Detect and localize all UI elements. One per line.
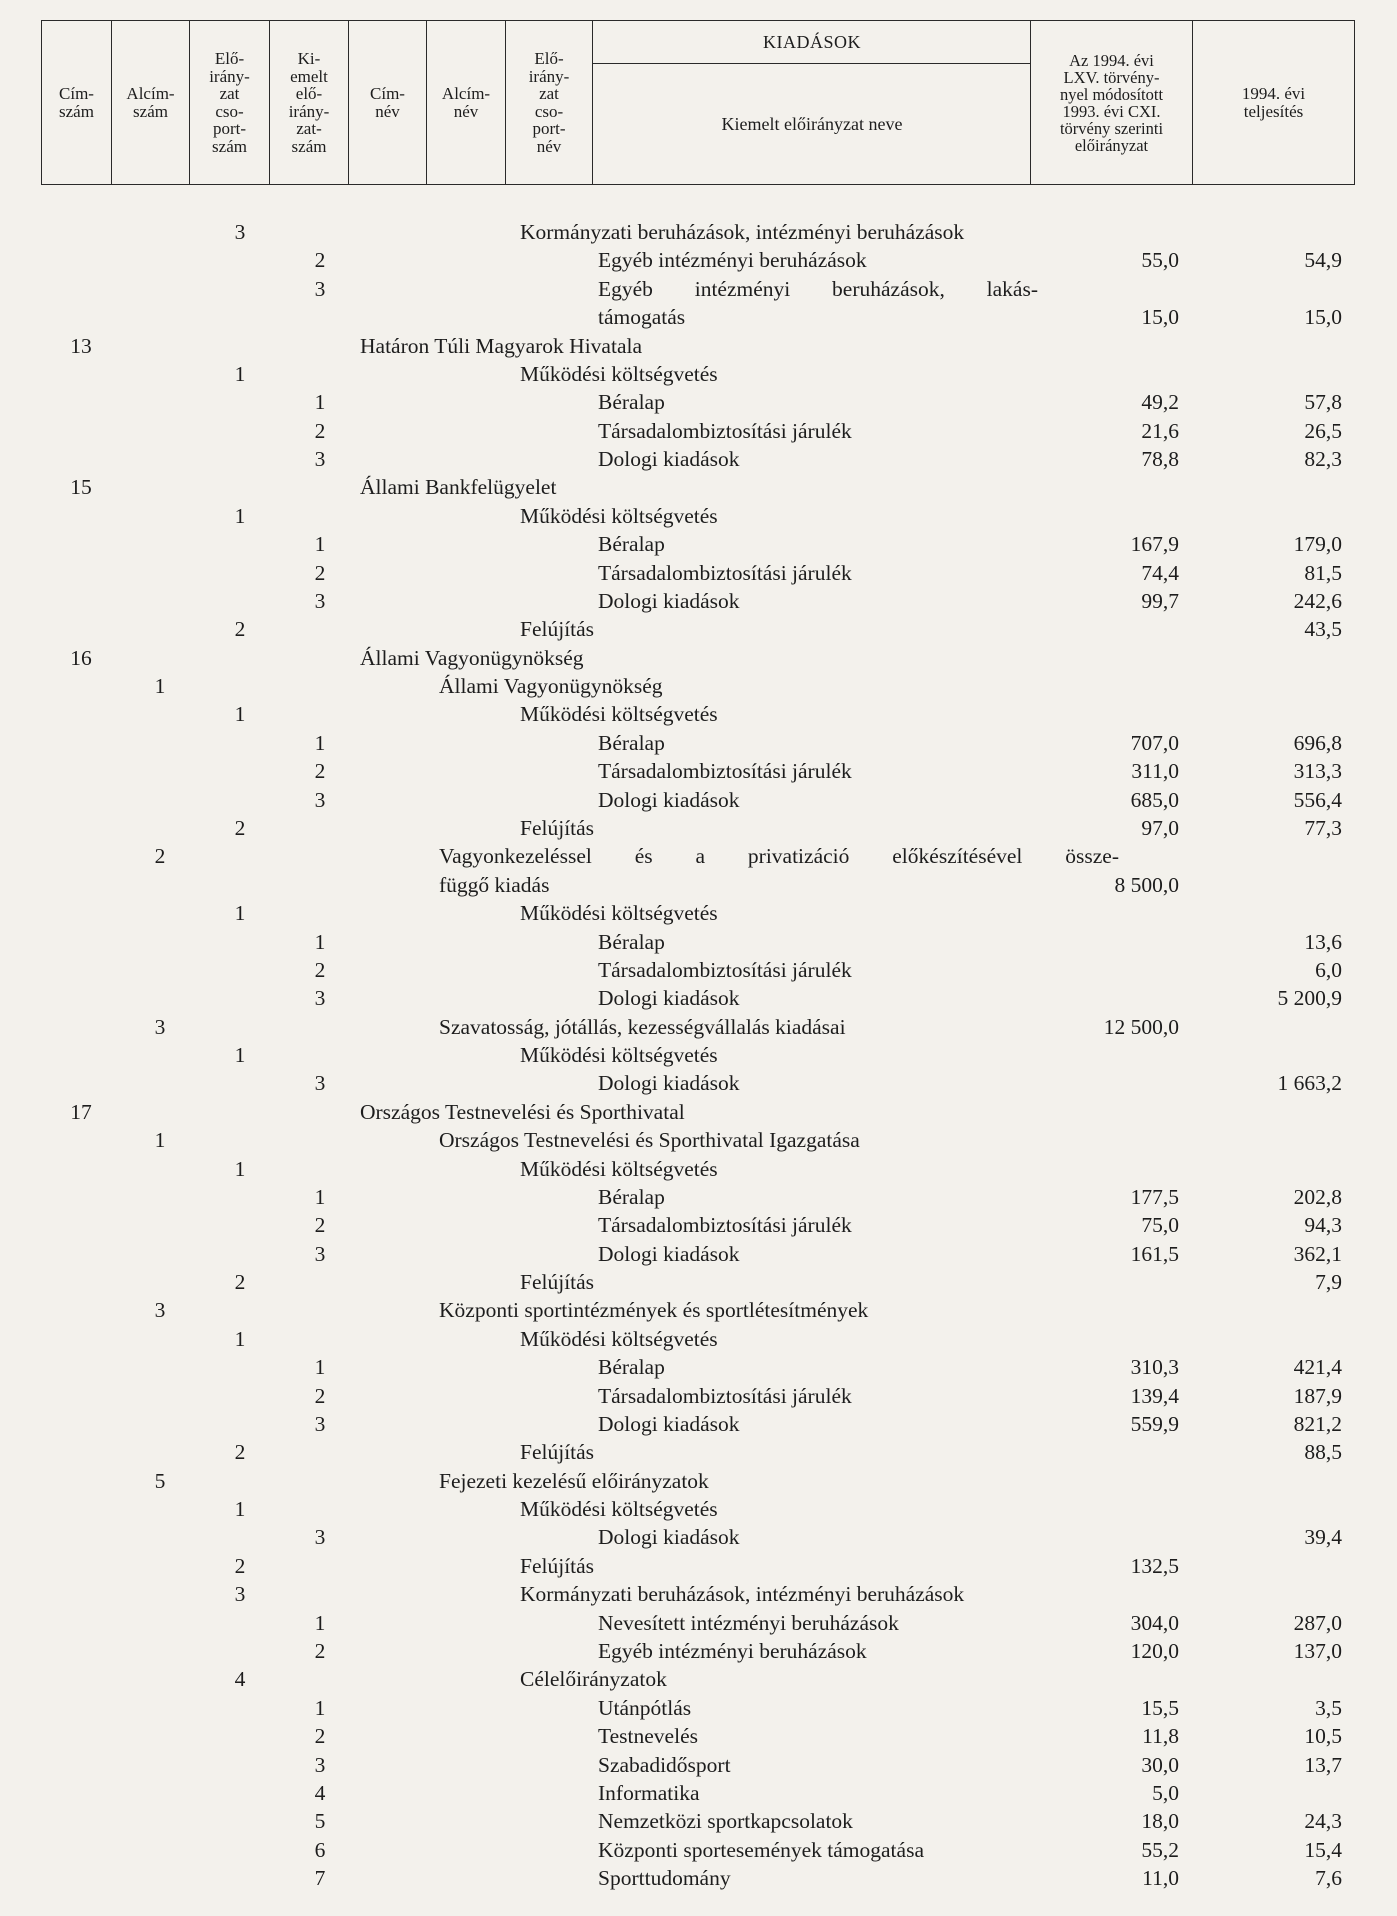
- row-name: Működési költségvetés: [520, 702, 718, 727]
- row-name: Felújítás: [520, 1553, 595, 1578]
- table-row: [0, 1325, 1397, 1353]
- row-name: Dologi kiadások: [598, 1071, 740, 1096]
- header-kiemelt-nev: Kiemelt előirányzat neve: [721, 113, 903, 134]
- row-eloiranyzat: 311,0: [1131, 759, 1179, 784]
- row-teljesites: 287,0: [1293, 1610, 1342, 1635]
- row-number: 3: [314, 276, 326, 301]
- row-name: Sporttudomány: [598, 1866, 731, 1891]
- row-eloiranyzat: 74,4: [1141, 560, 1179, 585]
- header-eloiranyzat: Az 1994. évi LXV. törvény- nyel módosított 1993. évi CXI. törvény szerinti előirányzat: [1031, 21, 1193, 184]
- row-number: 1: [234, 1497, 246, 1522]
- row-teljesites: 202,8: [1293, 1184, 1342, 1209]
- row-name: Működési költségvetés: [520, 361, 718, 386]
- table-row: [0, 644, 1397, 672]
- row-number: 4: [234, 1667, 246, 1692]
- row-teljesites: 82,3: [1304, 447, 1342, 472]
- row-name: Központi sportintézmények és sportlétesítmények: [439, 1298, 869, 1323]
- row-number: 1: [314, 1184, 326, 1209]
- table-row: [0, 1665, 1397, 1693]
- row-number: 2: [234, 1270, 246, 1295]
- row-number: 1: [234, 503, 246, 528]
- table-row: [0, 1438, 1397, 1466]
- row-eloiranyzat: 11,0: [1142, 1866, 1179, 1891]
- row-name: Működési költségvetés: [520, 901, 718, 926]
- table-row: [0, 1807, 1397, 1835]
- table-row: [0, 1041, 1397, 1069]
- row-name: Béralap: [598, 929, 665, 954]
- table-row: [0, 332, 1397, 360]
- row-teljesites: 43,5: [1304, 617, 1342, 642]
- row-name: Társadalombiztosítási járulék: [598, 560, 852, 585]
- row-name: Dologi kiadások: [598, 588, 740, 613]
- row-name: Testnevelés: [598, 1724, 698, 1749]
- row-name: Célelőirányzatok: [520, 1667, 667, 1692]
- row-teljesites: 94,3: [1304, 1213, 1342, 1238]
- table-row: [0, 1552, 1397, 1580]
- row-name: Béralap: [598, 730, 665, 755]
- table-row: [0, 700, 1397, 728]
- table-row: [0, 1637, 1397, 1665]
- row-number: 1: [234, 1326, 246, 1351]
- row-eloiranyzat: 12 500,0: [1103, 1014, 1179, 1039]
- table-row: [0, 587, 1397, 615]
- row-eloiranyzat: 685,0: [1130, 787, 1179, 812]
- table-row: [0, 1069, 1397, 1097]
- row-number: 1: [314, 1610, 326, 1635]
- table-row: [0, 1836, 1397, 1864]
- row-teljesites: 39,4: [1304, 1525, 1342, 1550]
- row-teljesites: 15,0: [1304, 305, 1342, 330]
- table-row: [0, 814, 1397, 842]
- row-name: Kormányzati beruházások, intézményi beruházások: [520, 1582, 965, 1607]
- row-number: 2: [314, 1639, 326, 1663]
- row-teljesites: 24,3: [1304, 1809, 1342, 1834]
- header-kiadasok: KIADÁSOK: [593, 21, 1031, 64]
- row-eloiranyzat: 8 500,0: [1114, 872, 1179, 897]
- row-name: Fejezeti kezelésű előirányzatok: [439, 1468, 709, 1493]
- row-name: Társadalombiztosítási járulék: [598, 418, 852, 443]
- row-name: Működési költségvetés: [520, 1326, 718, 1351]
- row-teljesites: 77,3: [1304, 815, 1342, 840]
- row-eloiranyzat: 177,5: [1130, 1184, 1179, 1209]
- row-eloiranyzat: 120,0: [1130, 1639, 1179, 1663]
- row-teljesites: 556,4: [1293, 787, 1342, 812]
- table-row: [0, 1751, 1397, 1779]
- row-eloiranyzat: 132,5: [1130, 1553, 1179, 1578]
- row-name: Működési költségvetés: [520, 1043, 718, 1068]
- row-number: 1: [234, 1043, 246, 1068]
- row-number: 15: [70, 475, 92, 500]
- row-teljesites: 5 200,9: [1277, 986, 1342, 1011]
- row-eloiranyzat: 167,9: [1130, 532, 1179, 557]
- row-name: Egyéb intézményi beruházások: [598, 248, 867, 273]
- row-name: Határon Túli Magyarok Hivatala: [360, 333, 642, 358]
- row-eloiranyzat: 30,0: [1141, 1752, 1179, 1777]
- row-name: Informatika: [598, 1780, 700, 1805]
- table-row: [0, 445, 1397, 473]
- row-number: 3: [154, 1014, 166, 1039]
- row-teljesites: 13,7: [1304, 1752, 1342, 1777]
- row-number: 3: [314, 1752, 326, 1777]
- row-number: 17: [70, 1099, 92, 1124]
- row-number: 1: [314, 1695, 326, 1720]
- row-number: 3: [234, 1582, 246, 1607]
- row-name: Országos Testnevelési és Sporthivatal Igazgatása: [439, 1128, 860, 1153]
- row-eloiranyzat: 78,8: [1141, 447, 1179, 472]
- table-row: [0, 1467, 1397, 1495]
- table-row: [0, 1211, 1397, 1239]
- table-row: [0, 275, 1397, 303]
- row-teljesites: 81,5: [1304, 560, 1342, 585]
- table-row: [0, 360, 1397, 388]
- row-name: Állami Vagyonügynökség: [360, 645, 584, 670]
- row-eloiranyzat: 99,7: [1141, 588, 1179, 613]
- table-row: [0, 928, 1397, 956]
- table-row: [0, 417, 1397, 445]
- row-teljesites: 242,6: [1293, 588, 1342, 613]
- table-row: [0, 984, 1397, 1012]
- row-number: 2: [234, 1440, 246, 1465]
- row-number: 2: [234, 815, 246, 840]
- row-name: Nemzetközi sportkapcsolatok: [598, 1809, 853, 1834]
- row-teljesites: 1 663,2: [1277, 1071, 1342, 1096]
- row-name: Dologi kiadások: [598, 787, 740, 812]
- row-teljesites: 137,0: [1293, 1639, 1342, 1663]
- row-name: Társadalombiztosítási járulék: [598, 1213, 852, 1238]
- row-teljesites: 15,4: [1304, 1837, 1342, 1862]
- table-row: [0, 1183, 1397, 1211]
- table-row: [0, 502, 1397, 530]
- row-number: 3: [314, 588, 326, 613]
- table-row: [0, 1410, 1397, 1438]
- row-name: Dologi kiadások: [598, 447, 740, 472]
- row-teljesites: 421,4: [1293, 1355, 1342, 1380]
- row-number: 6: [314, 1837, 326, 1862]
- row-number: 1: [154, 1128, 166, 1153]
- row-number: 2: [234, 617, 246, 642]
- row-number: 3: [314, 787, 326, 812]
- table-row: [0, 1722, 1397, 1750]
- table-row: [0, 956, 1397, 984]
- row-eloiranyzat: 5,0: [1152, 1780, 1179, 1805]
- header-eloiranyzat-csoport-szam: Elő- irány- zat cso- port- szám: [190, 21, 270, 184]
- row-number: 2: [154, 844, 166, 869]
- row-number: 1: [314, 929, 326, 954]
- table-row: [0, 1296, 1397, 1324]
- row-eloiranyzat: 15,0: [1141, 305, 1179, 330]
- table-row: [0, 303, 1397, 331]
- row-number: 3: [314, 447, 326, 472]
- row-number: 1: [154, 674, 166, 699]
- row-name: Országos Testnevelési és Sporthivatal: [360, 1099, 685, 1124]
- table-row: [0, 1864, 1397, 1892]
- row-teljesites: 179,0: [1293, 532, 1342, 557]
- row-name: Nevesített intézményi beruházások: [598, 1610, 899, 1635]
- row-number: 1: [314, 1355, 326, 1380]
- table-row: [0, 1240, 1397, 1268]
- table-row: [0, 218, 1397, 246]
- table-row: [0, 1694, 1397, 1722]
- row-eloiranyzat: 18,0: [1141, 1809, 1179, 1834]
- row-name: Felújítás: [520, 1440, 595, 1465]
- table-header: [41, 20, 1355, 185]
- row-eloiranyzat: 75,0: [1141, 1213, 1179, 1238]
- row-number: 16: [70, 645, 92, 670]
- table-row: [0, 473, 1397, 501]
- header-alcim-nev: Alcím- név: [427, 21, 506, 184]
- row-teljesites: 362,1: [1293, 1241, 1342, 1266]
- row-name: Állami Vagyonügynökség: [439, 674, 663, 699]
- table-row: [0, 757, 1397, 785]
- table-row: [0, 1353, 1397, 1381]
- table-row: [0, 615, 1397, 643]
- row-eloiranyzat: 559,9: [1130, 1411, 1179, 1436]
- table-row: [0, 729, 1397, 757]
- row-name: Dologi kiadások: [598, 986, 740, 1011]
- row-name: Egyéb intézményi beruházások: [598, 1639, 867, 1663]
- row-number: 5: [154, 1468, 166, 1493]
- table-row: [0, 871, 1397, 899]
- row-eloiranyzat: 21,6: [1141, 418, 1179, 443]
- row-number: 3: [234, 220, 246, 244]
- table-row: [0, 899, 1397, 927]
- table-row: [0, 1609, 1397, 1637]
- row-number: 7: [314, 1866, 326, 1891]
- row-number: 2: [314, 1724, 326, 1749]
- row-eloiranyzat: 161,5: [1130, 1241, 1179, 1266]
- row-teljesites: 88,5: [1304, 1440, 1342, 1465]
- row-number: 1: [314, 390, 326, 415]
- row-number: 5: [314, 1809, 326, 1834]
- row-number: 2: [234, 1553, 246, 1578]
- row-number: 2: [314, 759, 326, 784]
- row-eloiranyzat: 304,0: [1130, 1610, 1179, 1635]
- row-number: 1: [234, 361, 246, 386]
- row-name: Szavatosság, jótállás, kezességvállalás kiadásai: [439, 1014, 846, 1039]
- row-eloiranyzat: 707,0: [1130, 730, 1179, 755]
- table-row: [0, 1013, 1397, 1041]
- table-row: [0, 1126, 1397, 1154]
- row-number: 3: [314, 1411, 326, 1436]
- row-teljesites: 187,9: [1293, 1383, 1342, 1408]
- row-name: Működési költségvetés: [520, 503, 718, 528]
- row-name: Kormányzati beruházások, intézményi beruházások: [520, 220, 965, 244]
- row-name: Béralap: [598, 1355, 665, 1380]
- table-row: [0, 786, 1397, 814]
- row-name: Működési költségvetés: [520, 1497, 718, 1522]
- row-number: 1: [314, 532, 326, 557]
- row-number: 1: [234, 901, 246, 926]
- row-name: Állami Bankfelügyelet: [360, 475, 557, 500]
- row-eloiranyzat: 49,2: [1141, 390, 1179, 415]
- row-name: Vagyonkezeléssel és a privatizáció előkészítésével össze-: [439, 844, 1119, 869]
- row-teljesites: 696,8: [1293, 730, 1342, 755]
- row-name: Egyéb intézményi beruházások, lakás-: [598, 276, 1038, 301]
- row-eloiranyzat: 139,4: [1130, 1383, 1179, 1408]
- header-kiemelt-eloiranyzat-szam: Ki- emelt elő- irány- zat- szám: [270, 21, 349, 184]
- row-name: Utánpótlás: [598, 1695, 692, 1720]
- row-teljesites: 7,6: [1315, 1866, 1342, 1891]
- row-eloiranyzat: 55,0: [1141, 248, 1179, 273]
- row-number: 3: [314, 1071, 326, 1096]
- row-number: 2: [314, 957, 326, 982]
- header-cim-nev: Cím- név: [349, 21, 427, 184]
- table-row: [0, 1098, 1397, 1126]
- header-alcim-szam: Alcím- szám: [112, 21, 190, 184]
- row-name: függő kiadás: [439, 872, 550, 897]
- row-name: Társadalombiztosítási járulék: [598, 759, 852, 784]
- table-row: [0, 1495, 1397, 1523]
- row-teljesites: 313,3: [1293, 759, 1342, 784]
- row-eloiranyzat: 55,2: [1141, 1837, 1179, 1862]
- table-row: [0, 672, 1397, 700]
- row-number: 2: [314, 248, 326, 273]
- table-row: [0, 1382, 1397, 1410]
- row-name: Szabadidősport: [598, 1752, 731, 1777]
- row-teljesites: 26,5: [1304, 418, 1342, 443]
- row-name: Dologi kiadások: [598, 1411, 740, 1436]
- row-number: 2: [314, 1383, 326, 1408]
- row-number: 3: [314, 1241, 326, 1266]
- table-row: [0, 1155, 1397, 1183]
- row-eloiranyzat: 15,5: [1141, 1695, 1179, 1720]
- header-eloiranyzat-csoport-nev: Elő- irány- zat cso- port- név: [506, 21, 593, 184]
- table-row: [0, 1779, 1397, 1807]
- row-teljesites: 57,8: [1304, 390, 1342, 415]
- row-name: Béralap: [598, 390, 665, 415]
- row-teljesites: 3,5: [1315, 1695, 1342, 1720]
- row-name: támogatás: [598, 305, 686, 330]
- table-row: [0, 388, 1397, 416]
- row-number: 1: [234, 1156, 246, 1181]
- row-name: Felújítás: [520, 1270, 595, 1295]
- table-row: [0, 1523, 1397, 1551]
- row-eloiranyzat: 310,3: [1130, 1355, 1179, 1380]
- row-name: Felújítás: [520, 617, 595, 642]
- header-teljesites: 1994. évi teljesítés: [1241, 84, 1306, 121]
- table-row: [0, 246, 1397, 274]
- row-number: 1: [234, 702, 246, 727]
- table-row: [0, 1580, 1397, 1608]
- table-row: [0, 559, 1397, 587]
- row-name: Társadalombiztosítási járulék: [598, 957, 852, 982]
- row-name: Dologi kiadások: [598, 1525, 740, 1550]
- row-teljesites: 13,6: [1304, 929, 1342, 954]
- table-row: [0, 1268, 1397, 1296]
- row-number: 3: [154, 1298, 166, 1323]
- row-number: 3: [314, 1525, 326, 1550]
- row-name: Társadalombiztosítási járulék: [598, 1383, 852, 1408]
- row-number: 4: [314, 1780, 326, 1805]
- row-number: 2: [314, 418, 326, 443]
- table-row: [0, 530, 1397, 558]
- row-number: 13: [70, 333, 92, 358]
- row-number: 2: [314, 560, 326, 585]
- row-name: Dologi kiadások: [598, 1241, 740, 1266]
- row-number: 3: [314, 986, 326, 1011]
- row-name: Béralap: [598, 532, 665, 557]
- table-row: [0, 842, 1397, 870]
- row-teljesites: 821,2: [1293, 1411, 1342, 1436]
- row-number: 1: [314, 730, 326, 755]
- row-name: Központi sportesemények támogatása: [598, 1837, 924, 1862]
- row-name: Béralap: [598, 1184, 665, 1209]
- row-number: 2: [314, 1213, 326, 1238]
- header-cim-szam: Cím- szám: [42, 21, 112, 184]
- row-teljesites: 7,9: [1315, 1270, 1342, 1295]
- row-eloiranyzat: 97,0: [1141, 815, 1179, 840]
- row-name: Működési költségvetés: [520, 1156, 718, 1181]
- row-teljesites: 6,0: [1315, 957, 1342, 982]
- row-teljesites: 54,9: [1304, 248, 1342, 273]
- row-teljesites: 10,5: [1304, 1724, 1342, 1749]
- row-eloiranyzat: 11,8: [1142, 1724, 1179, 1749]
- row-name: Felújítás: [520, 815, 595, 840]
